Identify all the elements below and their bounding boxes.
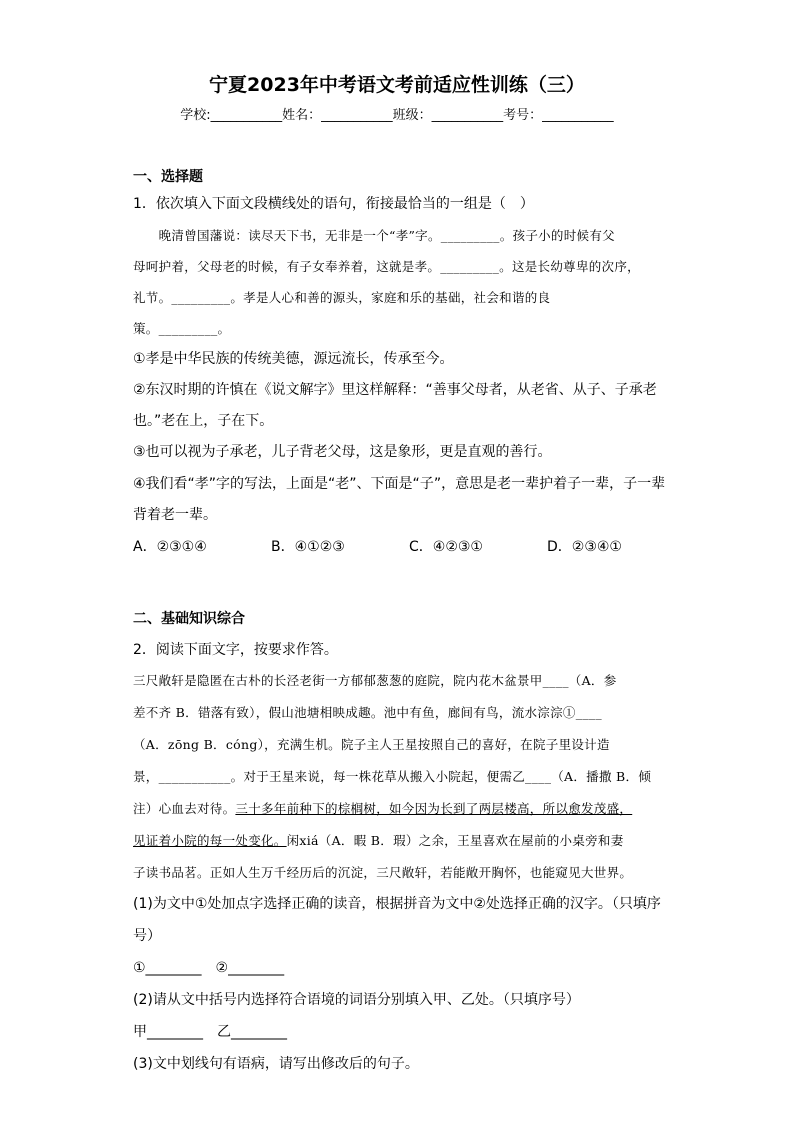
q1-option-2-cont: 也。”老在上，子在下。 <box>133 413 274 429</box>
q1-choice-b: B．④①②③ <box>271 539 345 555</box>
q2-sub-3: (3)文中划线句有语病，请写出修改后的句子。 <box>133 1056 419 1072</box>
q2-sub-2: (2)请从文中括号内选择符合语境的词语分别填入甲、乙处。（只填序号） <box>133 992 580 1008</box>
q2-passage-line-5 <box>133 799 632 817</box>
q2-passage-line: 三尺敞轩是隐匿在古朴的长泾老街一方郁郁葱葱的庭院，院内花木盆景甲____（A．参 <box>133 673 617 688</box>
q1-option-1: ①孝是中华民族的传统美德，源远流长，传承至今。 <box>133 351 454 367</box>
q1-choice-c: C．④②③① <box>409 539 483 555</box>
q1-choice-d: D．②③④① <box>547 539 622 555</box>
q1-passage-line: 礼节。_________。孝是人心和善的源头，家庭和乐的基础，社会和谐的良 <box>133 290 551 305</box>
question-1-stem: 1．依次填入下面文段横线处的语句，衔接最恰当的一组是（ ） <box>133 196 534 212</box>
q1-choice-a: A．②③①④ <box>133 539 207 555</box>
q1-passage-line: 母呵护着，父母老的时候，有子女奉养着，这就是孝。_________。这是长幼尊卑的次序， <box>133 259 640 274</box>
q2-passage-text: 注）心血去对待。 <box>133 801 236 816</box>
q1-passage-line: 策。_________。 <box>133 321 231 336</box>
underlined-sentence: 三十多年前种下的棕榈树，如今因为长到了两层楼高，所以愈发茂盛， <box>235 801 633 816</box>
student-info-line: 学校:___________姓名：___________班级：___________考号：___________ <box>180 108 614 123</box>
q1-option-4: ④我们看“孝”字的写法，上面是“老”、下面是“子”，意思是老一辈护着子一辈，子一辈 <box>133 476 666 492</box>
q1-option-4-cont: 背着老一辈。 <box>133 507 217 523</box>
q2-sub-1: (1)为文中①处加点字选择正确的读音，根据拼音为文中②处选择正确的汉字。（只填序 <box>133 896 661 912</box>
q2-sub-1-answer-blanks: ①________ ②________ <box>133 960 285 976</box>
page-title: 宁夏2023年中考语文考前适应性训练（三） <box>209 74 585 96</box>
question-2-stem: 2．阅读下面文字，按要求作答。 <box>133 642 338 658</box>
section-heading-choice: 一、选择题 <box>133 169 203 185</box>
q2-passage-line: 景，___________。对于王星来说，每一株花草从搬入小院起，便需乙____（A．播撒 B．倾 <box>133 769 652 784</box>
q2-passage-line: （A．zōng B．cóng），充满生机。院子主人王星按照自己的喜好，在院子里设计造 <box>133 737 610 752</box>
q2-sub-1-cont: 号） <box>133 928 161 944</box>
q1-option-3: ③也可以视为子承老，儿子背老父母，这是象形，更是直观的善行。 <box>133 444 552 460</box>
q2-passage-text: 闲xiá（A．暇 B．瑕）之余，王星喜欢在屋前的小桌旁和妻 <box>286 833 624 848</box>
underlined-sentence-cont: 见证着小院的每一处变化。 <box>133 833 287 848</box>
q2-sub-2-answer-blanks: 甲________ 乙________ <box>133 1024 287 1040</box>
q1-option-2: ②东汉时期的许慎在《说文解字》里这样解释：“善事父母者，从老省、从子、子承老 <box>133 382 657 398</box>
section-heading-basics: 二、基础知识综合 <box>133 611 245 627</box>
q2-passage-line: 子读书品茗。正如人生万千经历后的沉淀，三尺敞轩，若能敞开胸怀，也能窥见大世界。 <box>133 865 633 880</box>
q1-passage-line: 晚清曾国藩说：读尽天下书，无非是一个“孝”字。_________。孩子小的时候有父 <box>133 228 615 243</box>
q2-passage-line: 差不齐 B．错落有致），假山池塘相映成趣。池中有鱼，廊间有鸟，流水淙淙①____ <box>133 705 602 720</box>
q2-passage-line-6 <box>133 831 624 849</box>
